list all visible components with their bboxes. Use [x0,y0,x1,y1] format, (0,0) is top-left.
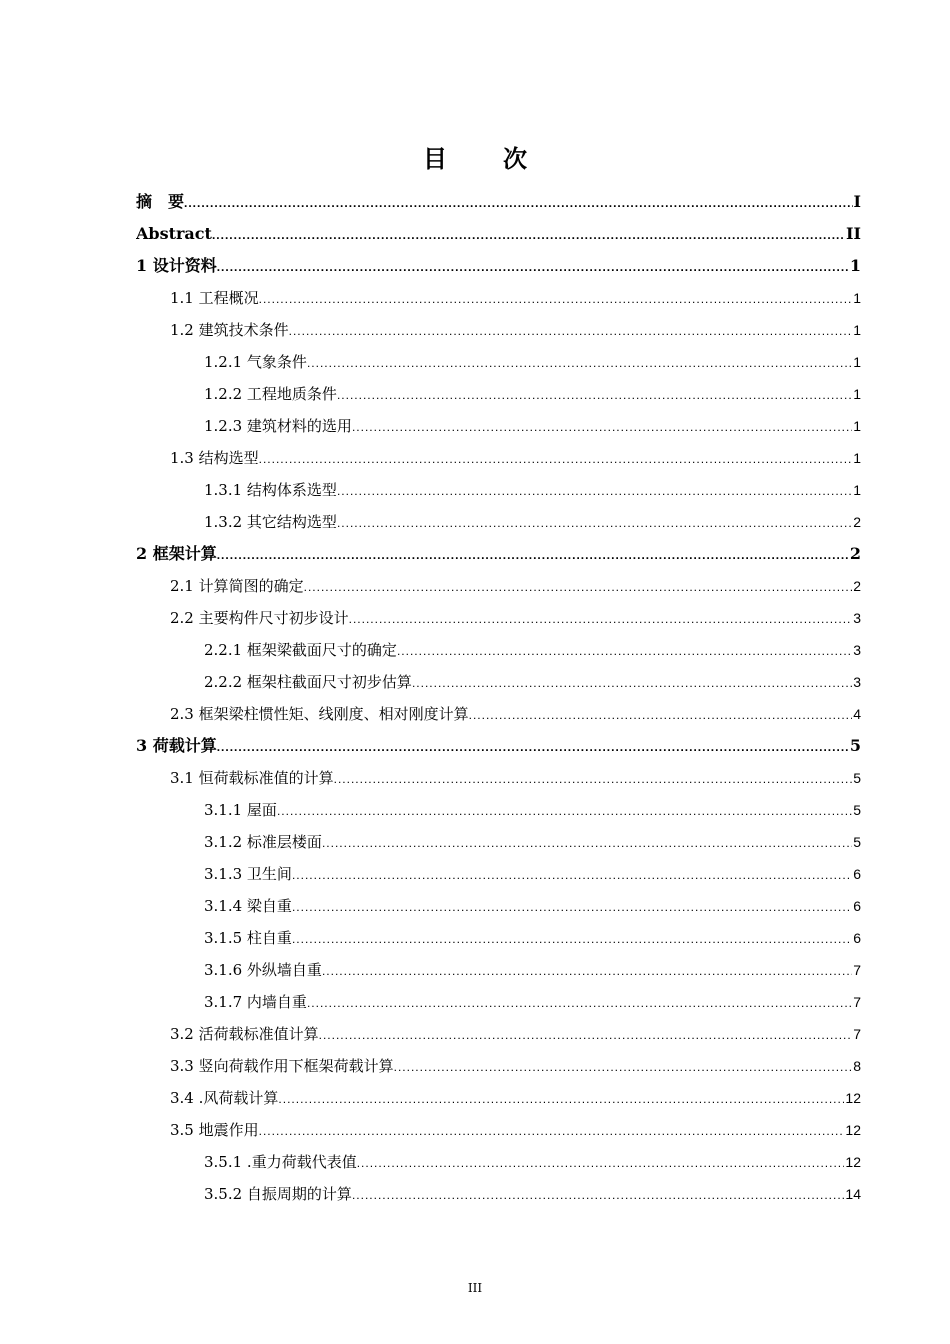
page-number: III [467,1281,483,1295]
table-of-contents [136,186,861,1210]
toc-dot-leader [184,187,853,218]
toc-dot-leader [349,603,853,634]
toc-entry-page: II [846,224,861,243]
toc-entry-label: 3.2 活荷载标准值计算 [170,1025,319,1043]
toc-entry-label: 2 框架计算 [136,544,217,563]
toc-entry-label: 2.2.2 框架柱截面尺寸初步估算 [204,673,412,691]
toc-entry-label: 1.1 工程概况 [170,289,259,307]
toc-entry[interactable] [136,602,861,634]
toc-dot-leader [217,539,849,570]
toc-dot-leader [337,507,852,538]
toc-entry-page: 3 [853,642,861,658]
toc-entry[interactable] [136,570,861,602]
toc-entry-page: 1 [853,418,861,434]
toc-entry-page: I [853,192,861,211]
toc-entry-page: 8 [853,1058,861,1074]
toc-entry-label: 2.3 框架梁柱惯性矩、线刚度、相对刚度计算 [170,705,469,723]
toc-entry-page: 3 [853,674,861,690]
toc-entry-page: 1 [853,354,861,370]
toc-entry-label: 1.2.1 气象条件 [204,353,307,371]
toc-entry-label: 3.5 地震作用 [170,1121,259,1139]
toc-entry-label: 3.1.3 卫生间 [204,865,292,883]
toc-dot-leader [334,763,853,794]
toc-entry[interactable] [136,346,861,378]
toc-dot-leader [212,219,845,250]
toc-dot-leader [319,1019,853,1050]
toc-dot-leader [322,955,852,986]
toc-entry-label: 1.2 建筑技术条件 [170,321,289,339]
toc-entry-label: 2.1 计算简图的确定 [170,577,304,595]
toc-entry-label: 1.3 结构选型 [170,449,259,467]
toc-dot-leader [357,1147,845,1178]
toc-dot-leader [259,443,853,474]
toc-entry-label: 3.1.7 内墙自重 [204,993,307,1011]
toc-entry-page: 5 [853,834,861,850]
toc-dot-leader [217,251,849,282]
toc-entry[interactable] [136,1082,861,1114]
toc-entry[interactable] [136,858,861,890]
toc-entry[interactable] [136,794,861,826]
toc-entry-label: 3.1 恒荷载标准值的计算 [170,769,334,787]
toc-entry[interactable] [136,250,861,282]
toc-dot-leader [259,1115,845,1146]
toc-entry[interactable] [136,442,861,474]
toc-entry[interactable] [136,1146,861,1178]
toc-dot-leader [278,1083,844,1114]
toc-dot-leader [292,859,852,890]
toc-entry-label: 3.1.1 屋面 [204,801,277,819]
toc-entry-page: 1 [853,290,861,306]
toc-entry-label: 2.2 主要构件尺寸初步设计 [170,609,349,627]
toc-dot-leader [469,699,853,730]
toc-entry[interactable] [136,986,861,1018]
toc-entry[interactable] [136,698,861,730]
toc-entry-page: 12 [845,1090,861,1106]
toc-dot-leader [259,283,853,314]
toc-entry-page: 5 [849,736,861,755]
toc-entry-page: 7 [853,994,861,1010]
toc-dot-leader [352,411,852,442]
toc-entry-page: 6 [853,898,861,914]
toc-entry[interactable] [136,506,861,538]
toc-entry[interactable] [136,666,861,698]
toc-dot-leader [352,1179,844,1210]
toc-entry-page: 12 [845,1122,861,1138]
toc-dot-leader [322,827,852,858]
toc-entry-page: 1 [853,450,861,466]
toc-entry-page: 14 [845,1186,861,1202]
toc-entry-page: 4 [853,706,861,722]
toc-dot-leader [292,923,852,954]
toc-entry[interactable] [136,890,861,922]
toc-entry[interactable] [136,634,861,666]
toc-entry[interactable] [136,378,861,410]
toc-entry[interactable] [136,282,861,314]
toc-entry-page: 1 [853,386,861,402]
toc-entry-label: 3.4 .风荷载计算 [170,1089,279,1107]
toc-entry[interactable] [136,954,861,986]
toc-dot-leader [217,731,849,762]
toc-entry-label: 1.2.2 工程地质条件 [204,385,337,403]
toc-dot-leader [289,315,853,346]
toc-entry-page: 5 [853,802,861,818]
toc-dot-leader [394,1051,853,1082]
toc-entry[interactable] [136,922,861,954]
toc-entry[interactable] [136,218,861,250]
toc-entry-page: 6 [853,866,861,882]
toc-entry-page: 1 [853,482,861,498]
toc-title: 目 次 [423,144,543,173]
toc-entry-label: 2.2.1 框架梁截面尺寸的确定 [204,641,397,659]
toc-entry[interactable] [136,1050,861,1082]
toc-entry-page: 1 [849,256,861,275]
toc-entry[interactable] [136,730,861,762]
toc-entry-label: 3.1.2 标准层楼面 [204,833,322,851]
toc-entry-label: 3.5.1 .重力荷载代表值 [204,1153,357,1171]
toc-entry-label: 3.1.6 外纵墙自重 [204,961,322,979]
toc-entry-label: 1 设计资料 [136,256,217,275]
toc-entry-label: 1.3.2 其它结构选型 [204,513,337,531]
toc-entry[interactable] [136,1018,861,1050]
toc-entry-label: 3.1.4 梁自重 [204,897,292,915]
toc-entry-page: 2 [849,544,861,563]
toc-entry-label: Abstract [136,224,212,243]
toc-entry-label: 1.2.3 建筑材料的选用 [204,417,352,435]
toc-entry-page: 7 [853,962,861,978]
toc-entry[interactable] [136,314,861,346]
toc-dot-leader [292,891,852,922]
toc-entry-label: 3.5.2 自振周期的计算 [204,1185,352,1203]
toc-entry[interactable] [136,410,861,442]
toc-entry-page: 5 [853,770,861,786]
toc-entry-label: 3.1.5 柱自重 [204,929,292,947]
toc-entry[interactable] [136,474,861,506]
toc-entry[interactable] [136,826,861,858]
toc-entry-page: 12 [845,1154,861,1170]
toc-entry-page: 2 [853,514,861,530]
toc-entry-page: 2 [853,578,861,594]
toc-dot-leader [337,379,852,410]
toc-dot-leader [307,347,852,378]
toc-entry-page: 1 [853,322,861,338]
toc-dot-leader [337,475,852,506]
toc-entry-label: 1.3.1 结构体系选型 [204,481,337,499]
toc-entry[interactable] [136,186,861,218]
toc-dot-leader [277,795,852,826]
toc-entry[interactable] [136,538,861,570]
toc-dot-leader [412,667,852,698]
toc-entry-page: 7 [853,1026,861,1042]
toc-entry-label: 3 荷载计算 [136,736,217,755]
toc-dot-leader [304,571,853,602]
toc-dot-leader [397,635,852,666]
toc-entry-page: 3 [853,610,861,626]
toc-entry-page: 6 [853,930,861,946]
toc-dot-leader [307,987,852,1018]
toc-entry-label: 摘 要 [136,192,185,211]
toc-entry[interactable] [136,1114,861,1146]
toc-entry[interactable] [136,762,861,794]
toc-entry[interactable] [136,1178,861,1210]
toc-entry-label: 3.3 竖向荷载作用下框架荷载计算 [170,1057,394,1075]
